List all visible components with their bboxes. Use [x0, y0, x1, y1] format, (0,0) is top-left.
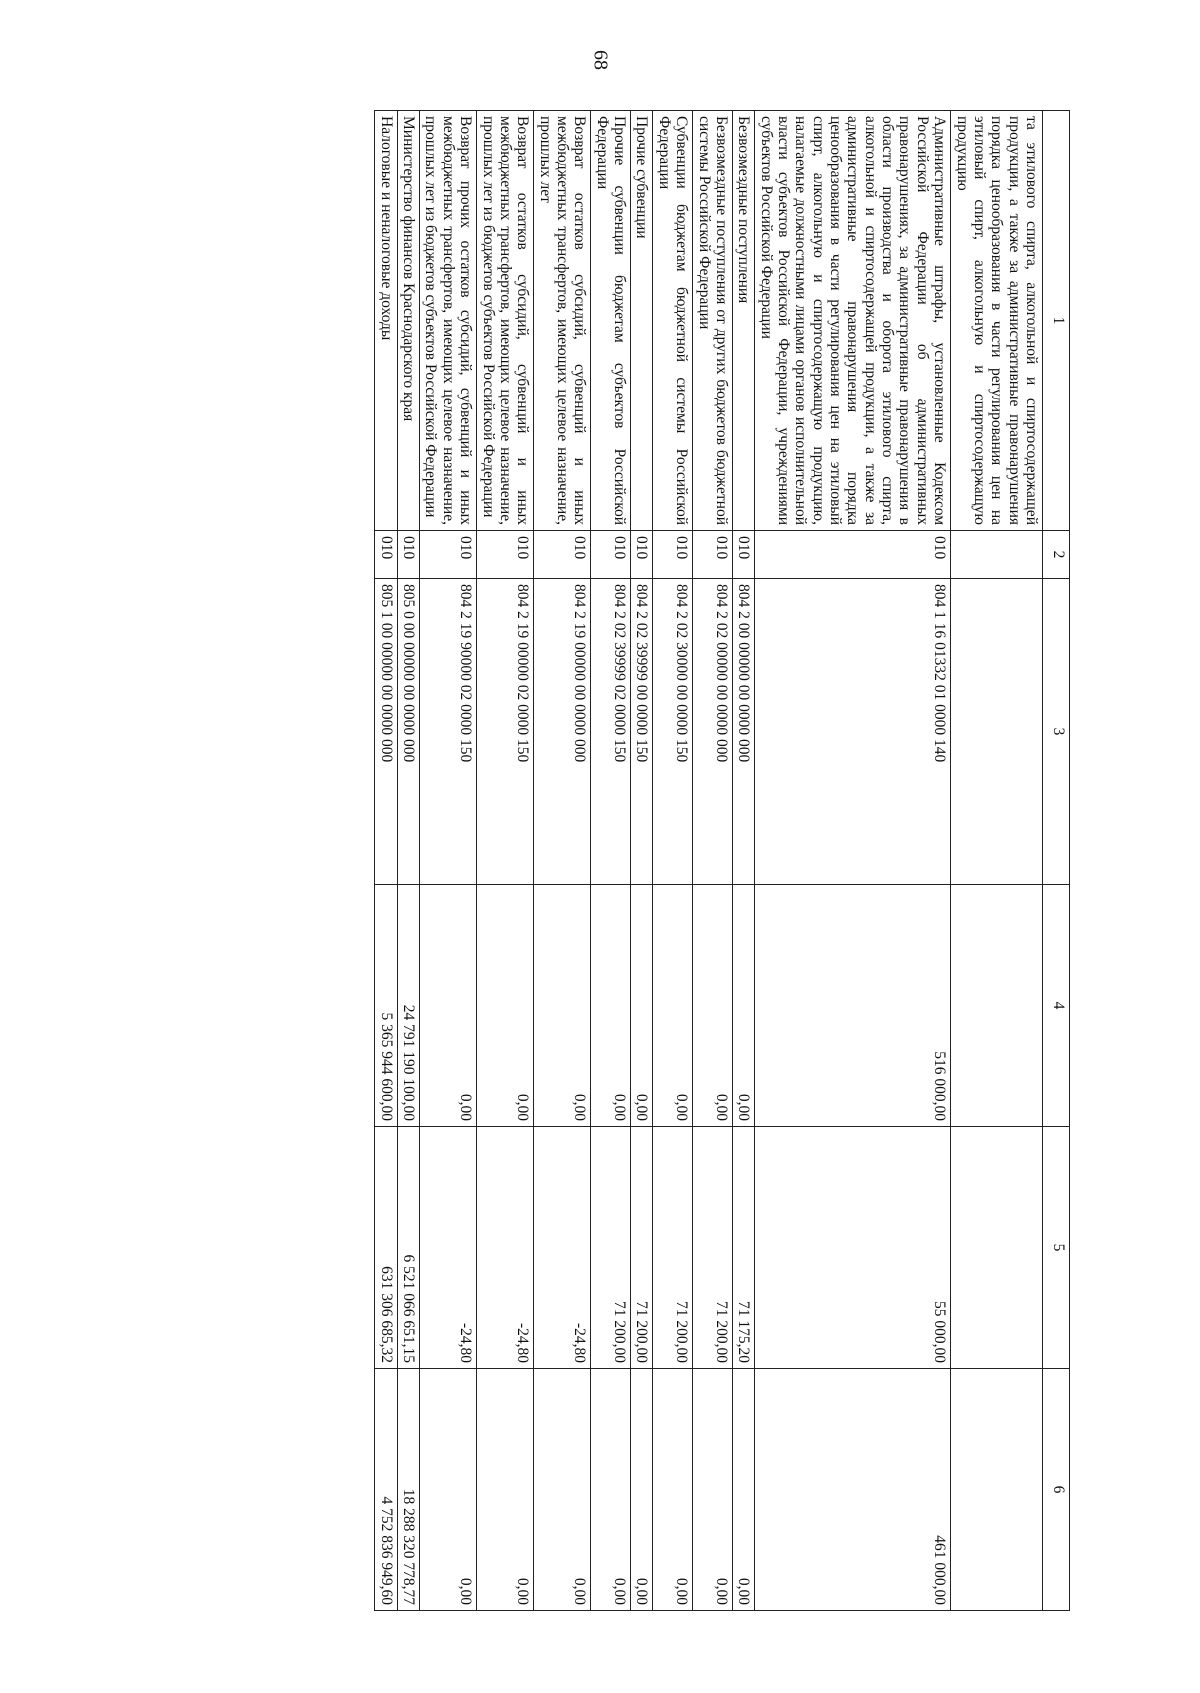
row-value-col5: 71 175,20 — [732, 1127, 754, 1369]
row-value-col5: -24,80 — [420, 1127, 477, 1369]
row-kbk-code: 804 2 02 00000 00 0000 000 — [693, 579, 733, 885]
row-kbk-code: 804 2 19 00000 00 0000 000 — [534, 579, 591, 885]
row-value-col6: 0,00 — [631, 1369, 653, 1611]
table-body — [375, 111, 1043, 1611]
row-name: Административные штрафы, установленные Кодексом Российской Федерации об административных правонарушениях, за административные правонарушения в области производства и оборота этилового спирта, алкогольной и спиртосодержащей продукции, а также за административные правонарушения порядка ценообразования в части регулирования цен на этиловый спирт, алкогольную и спиртосодержащую продукцию, налагаемые должностными лицами органов исполнительной власти субъектов Российской Федерации, учреждениями субъектов Российской Федерации — [755, 111, 951, 531]
header-col-6: 6 — [1043, 1369, 1070, 1611]
row-value-col5: 71 200,00 — [631, 1127, 653, 1369]
header-col-5: 5 — [1043, 1127, 1070, 1369]
table-row — [420, 111, 477, 1611]
row-value-col6: 461 000,00 — [755, 1369, 951, 1611]
row-line-code: 010 — [534, 531, 591, 579]
row-kbk-code: 804 2 19 90000 02 0000 150 — [420, 579, 477, 885]
row-value-col6: 0,00 — [693, 1369, 733, 1611]
header-row — [1043, 111, 1070, 1611]
row-line-code: 010 — [420, 531, 477, 579]
row-line-code: 010 — [693, 531, 733, 579]
row-kbk-code: 804 2 00 00000 00 0000 000 — [732, 579, 754, 885]
row-value-col6 — [951, 1369, 1043, 1611]
row-value-col6: 18 288 320 778,77 — [397, 1369, 419, 1611]
row-value-col5: 6 521 066 651,15 — [397, 1127, 419, 1369]
row-value-col6: 0,00 — [591, 1369, 631, 1611]
row-kbk-code: 804 2 02 30000 00 0000 150 — [653, 579, 693, 885]
header-col-3: 3 — [1043, 579, 1070, 885]
table-row — [631, 111, 653, 1611]
table-row — [693, 111, 733, 1611]
row-kbk-code: 804 2 02 39999 00 0000 150 — [631, 579, 653, 885]
row-value-col5: 71 200,00 — [693, 1127, 733, 1369]
row-line-code: 010 — [375, 531, 397, 579]
row-kbk-code: 804 2 19 00000 02 0000 150 — [477, 579, 534, 885]
row-name: Субвенции бюджетам бюджетной системы Российской Федерации — [653, 111, 693, 531]
row-kbk-code — [951, 579, 1043, 885]
row-value-col5 — [951, 1127, 1043, 1369]
table-row — [397, 111, 419, 1611]
table-row — [653, 111, 693, 1611]
row-kbk-code: 804 1 16 01332 01 0000 140 — [755, 579, 951, 885]
row-line-code: 010 — [397, 531, 419, 579]
row-value-col4: 0,00 — [591, 885, 631, 1127]
row-name: Прочие субвенции бюджетам субъектов Российской Федерации — [591, 111, 631, 531]
row-value-col4: 0,00 — [631, 885, 653, 1127]
table-row — [375, 111, 397, 1611]
row-line-code: 010 — [732, 531, 754, 579]
page-number: 68 — [589, 50, 612, 70]
row-value-col6: 0,00 — [653, 1369, 693, 1611]
row-value-col6: 0,00 — [420, 1369, 477, 1611]
row-value-col4: 0,00 — [534, 885, 591, 1127]
row-line-code — [951, 531, 1043, 579]
row-value-col4: 0,00 — [732, 885, 754, 1127]
row-value-col4: 5 365 944 600,00 — [375, 885, 397, 1127]
row-line-code: 010 — [631, 531, 653, 579]
row-value-col5: 71 200,00 — [591, 1127, 631, 1369]
row-kbk-code: 804 2 02 39999 02 0000 150 — [591, 579, 631, 885]
table-row — [732, 111, 754, 1611]
table-row — [755, 111, 951, 1611]
row-value-col5: 631 306 685,32 — [375, 1127, 397, 1369]
row-value-col4: 24 791 190 100,00 — [397, 885, 419, 1127]
row-kbk-code: 805 0 00 00000 00 0000 000 — [397, 579, 419, 885]
row-value-col5: -24,80 — [534, 1127, 591, 1369]
row-line-code: 010 — [755, 531, 951, 579]
header-col-4: 4 — [1043, 885, 1070, 1127]
row-value-col4: 516 000,00 — [755, 885, 951, 1127]
rotated-table-wrapper — [170, 110, 1070, 1610]
table-row — [591, 111, 631, 1611]
row-name: Возврат прочих остатков субсидий, субвенций и иных межбюджетных трансфертов, имеющих целевое назначение, прошлых лет из бюджетов субъектов Российской Федерации — [420, 111, 477, 531]
table-row — [534, 111, 591, 1611]
row-line-code: 010 — [477, 531, 534, 579]
row-name: Налоговые и неналоговые доходы — [375, 111, 397, 531]
revenue-table — [374, 110, 1070, 1611]
row-name: та этилового спирта, алкогольной и спиртосодержащей продукции, а также за административные правонарушения порядка ценообразования в части регулирования цен на этиловый спирт, алкогольную и спиртосодержащую продукцию — [951, 111, 1043, 531]
row-name: Безвозмездные поступления от других бюджетов бюджетной системы Российской Федерации — [693, 111, 733, 531]
row-value-col5: 71 200,00 — [653, 1127, 693, 1369]
row-value-col4: 0,00 — [420, 885, 477, 1127]
header-col-2: 2 — [1043, 531, 1070, 579]
row-line-code: 010 — [653, 531, 693, 579]
row-value-col5: -24,80 — [477, 1127, 534, 1369]
row-name: Прочие субвенции — [631, 111, 653, 531]
row-line-code: 010 — [591, 531, 631, 579]
row-value-col6: 4 752 836 949,60 — [375, 1369, 397, 1611]
row-name: Безвозмездные поступления — [732, 111, 754, 531]
row-value-col6: 0,00 — [534, 1369, 591, 1611]
row-kbk-code: 805 1 00 00000 00 0000 000 — [375, 579, 397, 885]
table-row — [951, 111, 1043, 1611]
row-name: Возврат остатков субсидий, субвенций и иных межбюджетных трансфертов, имеющих целевое назначение, прошлых лет — [534, 111, 591, 531]
row-value-col4: 0,00 — [653, 885, 693, 1127]
row-value-col5: 55 000,00 — [755, 1127, 951, 1369]
header-col-1: 1 — [1043, 111, 1070, 531]
row-name: Возврат остатков субсидий, субвенций и иных межбюджетных трансфертов, имеющих целевое назначение, прошлых лет из бюджетов субъектов Российской Федерации — [477, 111, 534, 531]
row-value-col4: 0,00 — [693, 885, 733, 1127]
row-value-col6: 0,00 — [477, 1369, 534, 1611]
table-row — [477, 111, 534, 1611]
row-value-col6: 0,00 — [732, 1369, 754, 1611]
row-value-col4: 0,00 — [477, 885, 534, 1127]
table-header — [1043, 111, 1070, 1611]
row-name: Министерство финансов Краснодарского края — [397, 111, 419, 531]
row-value-col4 — [951, 885, 1043, 1127]
